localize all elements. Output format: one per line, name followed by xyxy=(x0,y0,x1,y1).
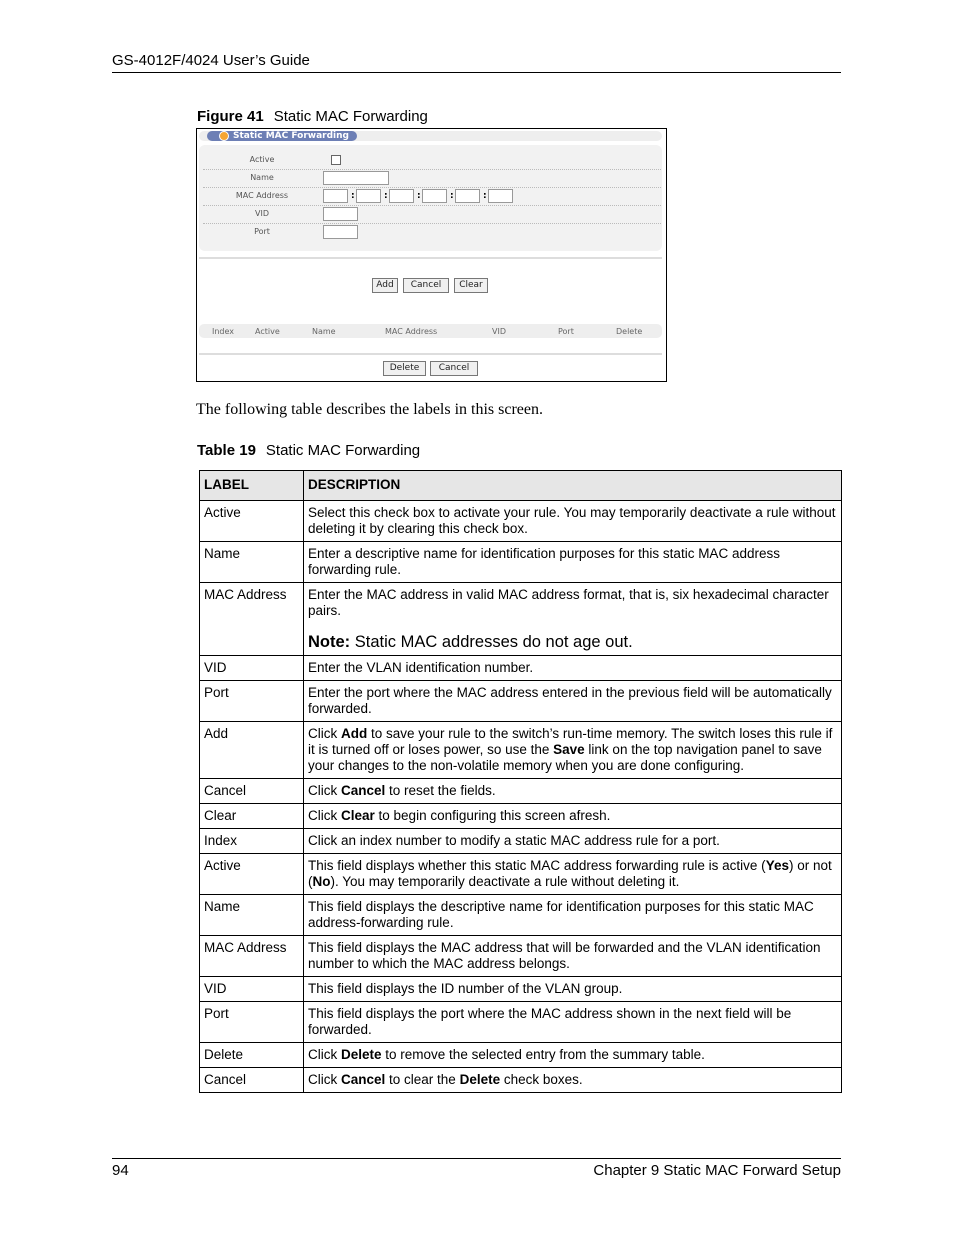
row-label: Port xyxy=(200,681,304,722)
active-checkbox[interactable] xyxy=(331,155,341,165)
row-description: Select this check box to activate your rule. You may temporarily deactivate a rule without deleting it by clearing this check box. xyxy=(304,501,842,542)
row-mac xyxy=(203,187,661,206)
mac-octet-input[interactable] xyxy=(422,189,447,203)
desc-text: Click xyxy=(308,1072,341,1087)
desc-text: ). You may temporarily deactivate a rule without deleting it. xyxy=(330,874,680,889)
desc-text: ) or not ( xyxy=(308,858,832,889)
row-description xyxy=(304,1068,842,1093)
figure-label: Figure 41 xyxy=(197,108,264,125)
name-input[interactable] xyxy=(323,171,389,185)
desc-bold: Save xyxy=(553,742,585,757)
desc-text: Click xyxy=(308,808,341,823)
chapter-title: Chapter 9 Static MAC Forward Setup xyxy=(593,1162,841,1179)
summary-col-vid: VID xyxy=(492,327,506,336)
name-label: Name xyxy=(250,173,274,182)
mac-octet-input[interactable] xyxy=(488,189,513,203)
figure-title: Static MAC Forwarding xyxy=(273,108,428,125)
mac-octet-input[interactable] xyxy=(455,189,480,203)
table-row xyxy=(200,1043,842,1068)
port-label: Port xyxy=(254,227,270,236)
label-description-table xyxy=(199,470,842,1093)
note xyxy=(308,633,837,651)
row-port xyxy=(203,223,661,241)
desc-bold: Delete xyxy=(459,1072,501,1087)
cancel-button[interactable]: Cancel xyxy=(403,278,449,293)
footer-rule xyxy=(112,1158,841,1159)
table-row xyxy=(200,829,842,854)
row-vid xyxy=(203,205,661,224)
mac-octet-input[interactable] xyxy=(323,189,348,203)
table-row xyxy=(200,977,842,1002)
row-label: Delete xyxy=(200,1043,304,1068)
form-panel xyxy=(199,145,662,251)
row-description: Click an index number to modify a static MAC address rule for a port. xyxy=(304,829,842,854)
row-description: This field displays the MAC address that will be forwarded and the VLAN identification number to which the MAC address belongs. xyxy=(304,936,842,977)
summary-col-port: Port xyxy=(558,327,574,336)
desc-text: to remove the selected entry from the summary table. xyxy=(381,1047,705,1062)
running-header: GS-4012F/4024 User’s Guide xyxy=(112,52,310,69)
table-row xyxy=(200,1068,842,1093)
vid-label: VID xyxy=(255,209,269,218)
mac-separator: : xyxy=(384,191,388,201)
row-label: MAC Address xyxy=(200,936,304,977)
row-label: Active xyxy=(200,854,304,895)
summary-col-index: Index xyxy=(212,327,235,336)
table-header-row xyxy=(200,471,842,501)
table-row xyxy=(200,656,842,681)
header-description: DESCRIPTION xyxy=(304,471,842,501)
row-description: This field displays the ID number of the VLAN group. xyxy=(304,977,842,1002)
static-mac-screenshot xyxy=(196,128,667,382)
form-separator xyxy=(199,257,662,259)
desc-bold: Clear xyxy=(341,808,375,823)
row-description xyxy=(304,1043,842,1068)
row-label: Clear xyxy=(200,804,304,829)
table-label: Table 19 xyxy=(197,442,256,459)
table-row xyxy=(200,1002,842,1043)
row-description xyxy=(304,804,842,829)
port-input[interactable] xyxy=(323,225,358,239)
row-description: Enter the port where the MAC address entered in the previous field will be automatically forwarded. xyxy=(304,681,842,722)
row-label: VID xyxy=(200,977,304,1002)
row-description: Enter the VLAN identification number. xyxy=(304,656,842,681)
add-button[interactable]: Add xyxy=(372,278,398,293)
mac-label: MAC Address xyxy=(235,191,289,200)
table-row xyxy=(200,779,842,804)
table-caption xyxy=(197,442,420,459)
desc-bold: Yes xyxy=(765,858,789,873)
screen-title-tab xyxy=(207,131,357,141)
active-label: Active xyxy=(249,155,275,164)
table-row xyxy=(200,936,842,977)
table-row xyxy=(200,681,842,722)
mac-separator: : xyxy=(351,191,355,201)
row-description xyxy=(304,854,842,895)
desc-bold: Delete xyxy=(341,1047,382,1062)
row-label: Cancel xyxy=(200,1068,304,1093)
desc-text: link on the top navigation panel to save your changes to the non-volatile memory when you are done configuring. xyxy=(308,742,822,773)
table-row xyxy=(200,722,842,779)
table-row xyxy=(200,542,842,583)
summary-col-mac: MAC Address xyxy=(385,327,438,336)
row-label: MAC Address xyxy=(200,583,304,656)
row-label: Active xyxy=(200,501,304,542)
table-row xyxy=(200,854,842,895)
desc-bold: Add xyxy=(341,726,368,741)
summary-header xyxy=(199,324,662,338)
desc-bold: No xyxy=(312,874,331,889)
desc-text: check boxes. xyxy=(500,1072,583,1087)
delete-button[interactable]: Delete xyxy=(383,361,426,376)
mac-octet-input[interactable] xyxy=(356,189,381,203)
row-label: Index xyxy=(200,829,304,854)
desc-bold: Cancel xyxy=(341,783,386,798)
mac-separator: : xyxy=(417,191,421,201)
desc-text: to begin configuring this screen afresh. xyxy=(374,808,611,823)
row-description xyxy=(304,779,842,804)
row-label: Name xyxy=(200,542,304,583)
desc-text: to save your rule to the switch’s run-time memory. The switch loses this rule if it is turned off or loses power, so use the xyxy=(308,726,833,757)
desc-text: Click xyxy=(308,726,341,741)
row-name xyxy=(203,169,661,188)
table-row xyxy=(200,895,842,936)
title-orb-icon xyxy=(219,131,229,141)
row-label: VID xyxy=(200,656,304,681)
desc-bold: Cancel xyxy=(341,1072,386,1087)
summary-col-name: Name xyxy=(312,327,336,336)
note-label: Note: xyxy=(308,633,351,651)
table-row xyxy=(200,804,842,829)
cancel-delete-button[interactable]: Cancel xyxy=(430,361,478,376)
row-active xyxy=(203,151,661,170)
row-label: Name xyxy=(200,895,304,936)
screen-title-bar xyxy=(199,131,662,141)
row-description xyxy=(304,722,842,779)
row-description xyxy=(304,583,842,656)
desc-text: Click xyxy=(308,1047,341,1062)
figure-caption xyxy=(197,108,428,125)
table-row xyxy=(200,501,842,542)
summary-col-delete: Delete xyxy=(616,327,643,336)
desc-text: Click xyxy=(308,783,341,798)
desc-text: to reset the fields. xyxy=(385,783,496,798)
row-label: Add xyxy=(200,722,304,779)
row-description-text: Enter the MAC address in valid MAC address format, that is, six hexadecimal character pairs. xyxy=(308,587,829,618)
table-title: Static MAC Forwarding xyxy=(265,442,421,459)
vid-input[interactable] xyxy=(323,207,358,221)
summary-col-active: Active xyxy=(255,327,280,336)
table-row xyxy=(200,583,842,656)
desc-text: to clear the xyxy=(385,1072,460,1087)
row-description: Enter a descriptive name for identification purposes for this static MAC address forwarding rule. xyxy=(304,542,842,583)
row-description: This field displays the port where the MAC address shown in the next field will be forwarded. xyxy=(304,1002,842,1043)
desc-text: This field displays whether this static MAC address forwarding rule is active ( xyxy=(308,858,766,873)
row-label: Cancel xyxy=(200,779,304,804)
screen-title: Static MAC Forwarding xyxy=(233,131,349,141)
clear-button[interactable]: Clear xyxy=(454,278,488,293)
mac-separator: : xyxy=(483,191,487,201)
header-rule xyxy=(112,72,841,73)
mac-separator: : xyxy=(450,191,454,201)
page-number: 94 xyxy=(112,1162,129,1179)
summary-separator xyxy=(199,353,662,355)
intro-text: The following table describes the labels in this screen. xyxy=(196,401,544,418)
header-label: LABEL xyxy=(200,471,304,501)
row-label: Port xyxy=(200,1002,304,1043)
row-description: This field displays the descriptive name for identification purposes for this static MAC address-forwarding rule. xyxy=(304,895,842,936)
note-text: Static MAC addresses do not age out. xyxy=(354,633,633,651)
mac-octet-input[interactable] xyxy=(389,189,414,203)
